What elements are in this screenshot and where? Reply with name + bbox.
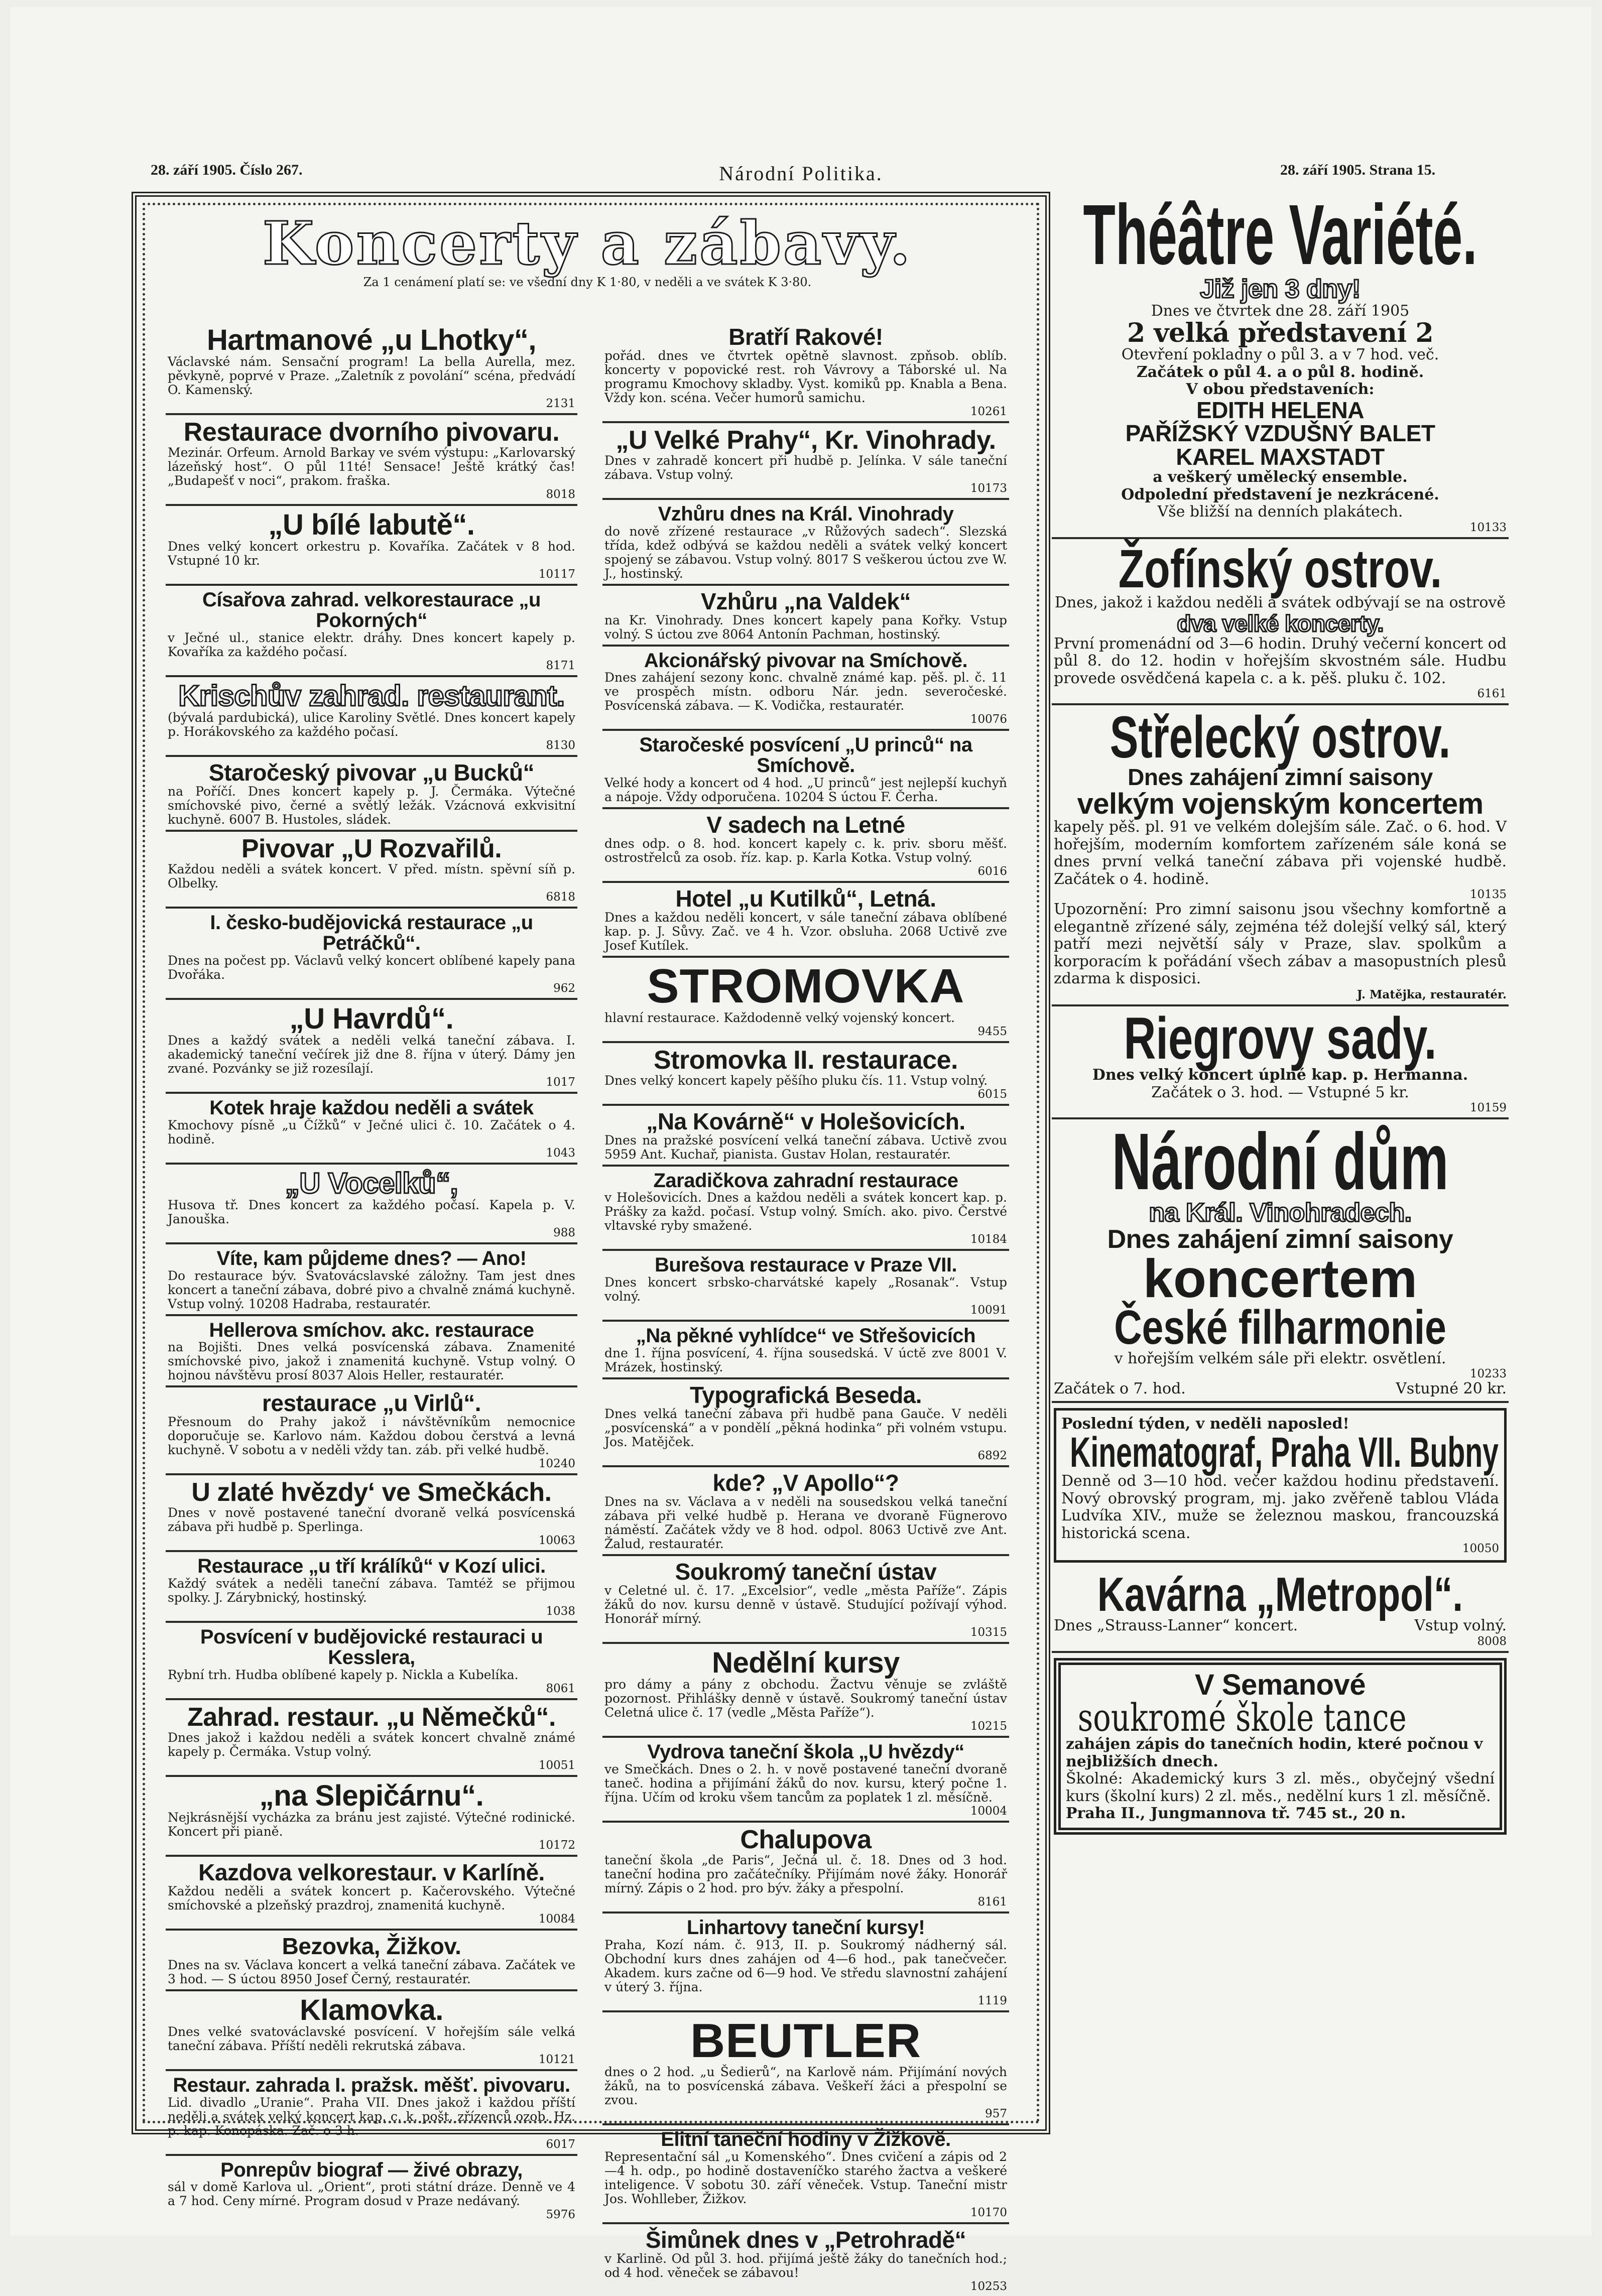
ads-column-right [1052,187,1509,2128]
ad-number: 10063 [538,1534,575,1548]
narodni-title: Národní dům [1112,1116,1449,1207]
ad-number: 10184 [970,1233,1007,1246]
ad-text: taneční škola „de Paris“, Ječná ul. č. 18. Dnes od 3 hod. taneční hodina pro začátečníky. Přijímám nové žáky. Honorář mírný. Zápis o 2 hod. pro býv. žáky a přespolní. [604,1852,1007,1895]
ad-text: Husova tř. Dnes koncert za každého počasí. Kapela p. V. Janouška. [168,1197,575,1226]
ad-number: 988 [553,1226,575,1239]
ads-column-2 [602,321,1009,2293]
ad-text: ve Smečkách. Dnes o 2. h. v nově postavené taneční dvoraně taneč. hodina a přijímání žáků do nov. kursu, který počne 1. října. Učím od kroku všem tancům za poplatek 1 zl. měsíčně. [604,1761,1007,1805]
ad-text: dne 1. října posvícení, 4. října sousedská. V úctě zve 8001 V. Mrázek, hostinský. [604,1346,1007,1375]
ad-heading: Bratří Rakové! [728,324,883,350]
ad-heading: Soukromý taneční ústav [675,1558,937,1585]
ad-number: 10076 [970,713,1007,726]
section-title: Koncerty a zábavy. [262,208,913,278]
ad-text: dnes o 2 hod. „u Šedierů“, na Karlově nám. Přijímání nových žáků, na to posvícenská zábava. Veškeří žáci a přespolní se zvou. [604,2065,1007,2108]
ad-number: 957 [985,2107,1007,2121]
ad-heading: Zaradičkova zahradní restaurace [653,1169,958,1192]
ad-text: na Poříčí. Dnes koncert kapely p. J. Čermáka. Výtečné smíchovské pivo, černé a světlý ležák. Vzácnová exkvisitní kuchyně. 6007 B. Hustoles, sládek. [168,784,575,827]
ad-block [166,1387,577,1475]
ad-text: Přesnoum do Prahy jakož i návštěvníkům nemocnice doporučuje se. Karlovo nám. Každou dobou čerstvá a levná kuchyně. V sobotu a v neděli vždy tan. záb. při velké hudbě. [168,1415,575,1458]
ad-heading: „na Slepičárnu“. [259,1779,484,1812]
narodni-footer [1054,1380,1507,1398]
ad-block [602,958,1009,1043]
ad-heading: Akcionářský pivovar na Smíchově. [644,649,968,672]
ad-block [602,883,1009,958]
ad-number: 6015 [977,1087,1007,1101]
ad-number: 6818 [546,890,575,904]
variete-performances: 2 velká představení 2 [1127,318,1433,349]
ad-number: 10121 [538,2053,575,2066]
ad-text: Do restaurace býv. Svatovácslavské záložny. Tam jest dnes koncert a taneční zábava, dobré pivo a chvalně známá kuchyně. Vstup volný. 10208 Hadraba, restauratér. [168,1268,575,1311]
ad-text: Dnes v nově postavené taneční dvoraně velká posvícenská zábava při hudbě p. Sperlinga. [168,1505,575,1535]
riegrovy-start: Začátek o 3. hod. — Vstupné 5 kr. [1151,1083,1409,1101]
ad-block [602,647,1009,731]
ad-block [602,1556,1009,1644]
ad-text: Kmochovy písně „u Čížků“ v Ječné ulici č. 10. Začátek o 4. hodině. [168,1117,575,1146]
ad-text: na Bojišti. Dnes velká posvícenská zábava. Znamenité smíchovské pivo, jakož i znamenitá kuchyně. Vstup volný. O hojnou návštěvu prosí 8037 Alois Heller, restauratér. [168,1340,575,1383]
ad-heading: Krischův zahrad. restaurant. [178,679,565,712]
variete-edith-helena: EDITH HELENA [1196,397,1364,423]
zofin-text: Dnes, jakož i každou neděli a svátek odbývají se na ostrově [1054,594,1506,612]
ad-number: 10117 [538,568,575,581]
ad-block [602,1644,1009,1738]
semanove-school: soukromé škole tance [1077,1695,1407,1740]
ad-block [602,321,1009,423]
ad-number: 2131 [546,397,575,411]
header-masthead: Národní Politika. [719,162,883,185]
ad-number: 5976 [546,2208,575,2222]
ad-heading: Vydrova taneční škola „U hvězdy“ [647,1740,964,1763]
ad-block [166,1552,577,1623]
ad-metropol [1052,1568,1509,1653]
riegrovy-title: Riegrovy sady. [1124,1005,1437,1072]
ad-block [602,586,1009,647]
narodni-location: na Král. Vinohradech. [1149,1198,1412,1228]
ad-text: Praha, Kozí nám. č. 913, II. p. Soukromý nádherný sál. Obchodní kurs dnes zahájen od 4—6 hod., pak tanečvečer. Akadem. kurs začne od 6—9 hod. Ve středu slavnostní zahájení v úterý 3. října. [604,1937,1007,1994]
ad-strelecky [1052,705,1509,1006]
ad-text: Representační sál „u Komenského“. Dnes cvičení a zápis od 2—4 h. odp., po hodině dostaveníčko starého žactva a veškeré inteligence. V sobotu 30. září věneček. Vstup. Taneční mistr Jos. Wohlleber, Žižkov. [604,2149,1007,2207]
strelecky-notice: Upozornění: Pro zimní saisonu jsou všechny komfortně a elegantně zřízené sály, zejména též dolejší velký sál, který patří mezi největší sály v Praze, slav. spolkům a korporacím k pořádání všech zábav a masopustních plesů zdarma k disposici. [1054,901,1507,988]
ad-heading: V sadech na Letné [706,812,905,838]
ad-text: Dnes a každý svátek a neděli velká taneční zábava. I. akademický taneční večírek již dne 8. října v úterý. Dámy jen zvané. Pozvánky se již rozesílají. [168,1033,575,1076]
kinemat-title: Kinematograf, Praha VII. Bubny [1070,1429,1499,1476]
ad-block [602,1823,1009,1914]
ad-number: 962 [553,981,575,995]
ad-block [602,1738,1009,1823]
ad-block [166,1991,577,2071]
variete-more-info: Vše bližší na denních plakátech. [1157,503,1403,521]
variete-ballet: PAŘÍŽSKÝ VZDUŠNÝ BALET [1125,420,1435,447]
ad-heading: Víte, kam půjdeme dnes? — Ano! [216,1247,527,1269]
ad-heading: Burešova restaurace v Praze VII. [654,1254,957,1277]
ad-text: Václavské nám. Sensační program! La bella Aurella, mez. pěvkyně, poprvé v Praze. „Zaletník z povolání“ scéna, předvádí O. Kamenský. [168,354,575,398]
narodni-hall: v hořejším velkém sále při elektr. osvětlení. [1114,1349,1446,1367]
ad-heading: Chalupova [740,1825,872,1854]
ad-block [166,832,577,909]
ad-heading: Vzhůru dnes na Král. Vinohrady [658,502,954,525]
ad-block [166,1000,577,1094]
ad-text: v Ječné ul., stanice elektr. dráhy. Dnes koncert kapely p. Kovaříka za každého počasí. [168,630,575,659]
ad-text: Dnes zahájení sezony konc. chvalně známé kap. pěš. pl. č. 11 ve prospěch místn. odboru Nár. jedn. severočeské. Posvícenská zábava. — K. Vodička, restauratér. [604,670,1007,713]
header-date-left: 28. září 1905. Číslo 267. [151,162,303,178]
ad-heading: I. česko-budějovická restaurace „u Petráčků“. [210,912,533,954]
ad-heading: Stromovka II. restaurace. [653,1045,958,1075]
ad-text: Mezinár. Orfeum. Arnold Barkay ve svém výstupu: „Karlovarský lázeňský host“. O půl 11té! Sensace! Ještě krátký čas! „Budapešť v noci“, prakom. fraška. [168,445,575,488]
ad-text: Dnes koncert srbsko-charvátské kapely „Rosanak“. Vstup volný. [604,1275,1007,1304]
ad-heading: Staročeské posvícení „U princů“ na Smíchově. [639,734,972,777]
semanove-fees: Školné: Akademický kurs 3 zl. měs., obyčejný všední kurs (školní kurs) 2 zl. měs., nedělní kurs 1 zl. měsíčně. [1066,1770,1495,1805]
ad-block [166,1094,577,1165]
ad-block [166,1700,577,1777]
ad-block [602,2224,1009,2296]
ad-number: 10135 [1469,888,1507,902]
ad-block [166,1777,577,1857]
ad-block [602,2125,1009,2224]
narodni-start: Začátek o 7. hod. [1054,1380,1186,1398]
ad-text: Dnes na sv. Václava a v neděli na sousedskou velká taneční zábava při velké hudbě p. Herana ve dvoraně Fügnerovo náměstí. Začátek vždy ve 8 hod. odpol. 8063 Uctivě zve Ant. Žalud, restauratér. [604,1494,1007,1551]
metropol-title: Kavárna „Metropol“. [1097,1568,1463,1622]
ads-column-1 [166,321,577,2222]
strelecky-concert: velkým vojenským koncertem [1077,788,1484,821]
ad-heading: Elitní taneční hodiny v Žižkově. [661,2128,951,2151]
ad-semanove [1054,1658,1507,1835]
ad-theatre-variete [1052,187,1509,539]
ad-number: 8018 [546,488,575,501]
ad-block [166,1244,577,1316]
ad-text: v Celetné ul. č. 17. „Excelsior“, vedle „města Paříže“. Zápis žáků do nov. kursu denně v ústavě. Studující požívají výhod. Honorář mírný. [604,1583,1007,1626]
zofin-title: Žofínský ostrov. [1118,538,1442,599]
ad-heading: Staročeský pivovar „u Bucků“ [208,759,535,786]
ad-heading: Kotek hraje každou neděli a svátek [209,1096,534,1119]
ad-block [166,415,577,506]
ad-number: 10261 [970,405,1007,418]
ad-heading: Zahrad. restaur. „u Němečků“. [187,1702,556,1732]
ad-block [602,1379,1009,1467]
ad-heading: „Na pěkné vyhlídce“ ve Střešovicích [636,1325,976,1347]
variete-ensemble: a veškerý umělecký ensemble. [1153,468,1408,486]
ad-number: 10091 [970,1304,1007,1317]
ad-heading: Posvícení v budějovické restauraci u Kesslera, [200,1626,543,1669]
ad-block [166,1931,577,1991]
ad-block [166,321,577,415]
ad-number: 10253 [970,2280,1007,2293]
ad-text: (bývalá pardubická), ulice Karoliny Světlé. Dnes koncert kapely p. Horákovského za každého počasí. [168,710,575,739]
variete-both: V obou představeních: [1186,380,1375,399]
ad-heading: Hartmanové „u Lhotky“, [206,324,537,356]
ad-zofin [1052,539,1509,706]
ad-number: 8161 [977,1895,1007,1908]
variete-afternoon: Odpolední představení je nezkrácené. [1121,485,1439,503]
ad-heading: Restaurace dvorního pivovaru. [183,418,560,447]
ad-number: 10240 [538,1457,575,1471]
ad-number: 6161 [1477,687,1507,701]
ad-heading: Linhartovy taneční kursy! [686,1916,925,1939]
ad-block [166,1623,577,1700]
ad-heading: Pivovar „U Rozvařilů. [241,834,502,863]
left-section-heading [151,208,1024,290]
ad-block [602,731,1009,809]
semanove-address: Praha II., Jungmannova tř. 745 st., 20 n. [1066,1805,1406,1823]
ad-block [602,1467,1009,1556]
ad-text: Dnes velké svatováclavské posvícení. V hořejším sále velká taneční zábava. Příští neděli rekrutská zábava. [168,2024,575,2053]
ad-heading: Nedělní kursy [712,1646,900,1679]
ad-text: Dnes v zahradě koncert při hudbě p. Jelínka. V sále taneční zábava. Vstup volný. [604,453,1007,482]
ad-number: 10215 [970,1719,1007,1733]
ad-text: Dnes a každou neděli koncert, v sále taneční zábava oblíbené kap. p. J. Sůvy. Zač. ve 4 h. Vzor. obsluha. 2068 Uctivě zve Josef Kutílek. [604,910,1007,953]
narodni-season: Dnes zahájení zimní saisony [1107,1225,1453,1254]
ad-block [602,1106,1009,1167]
ad-heading: Bezovka, Žižkov. [282,1933,461,1959]
variete-start: Začátek o půl 4. a o půl 8. hodině. [1136,363,1424,381]
variete-box-office: Otevření pokladny o půl 3. a v 7 hod. več. [1121,346,1439,364]
ad-heading: Vzhůru „na Valdek“ [701,588,911,614]
ad-text: Nejkrásnější vycházka za bránu jest zajisté. Výtečné rodinické. Koncert při pianě. [168,1810,575,1839]
ad-text: v Karlině. Od půl 3. hod. přijímá ještě žáky do tanečních hod.; od 4 hod. věneček se zábavou! [604,2251,1007,2280]
ad-text: dnes odp. o 8. hod. koncert kapely c. k. priv. sboru měšť. ostrostřelců za osob. říz. kap. p. Karla Kotka. Vstup volný. [604,836,1007,865]
ad-text: Dnes na pražské posvícení velká taneční zábava. Uctivě zvou 5959 Ant. Kuchař, pianista. Gustav Holan, restauratér. [604,1132,1007,1162]
semanove-title: V Semanové [1195,1668,1366,1701]
metropol-concert: Dnes „Strauss-Lanner“ koncert. [1054,1617,1298,1635]
ad-number: 9455 [977,1025,1007,1038]
ad-block [602,1251,1009,1322]
ad-text: Lid. divadlo „Uranie“. Praha VII. Dnes jakož i každou příští neděli a svátek velký koncert kap. c. k. pošt. zřízenců ozob. Hz. p. kap. Konopáska. Zač. o 3 h. [168,2095,575,2138]
ad-number: 1017 [546,1075,575,1089]
ad-heading: „U bílé labutě“. [268,508,475,542]
ad-text: Dnes velký koncert kapely pěšího pluku čís. 11. Vstup volný. [604,1073,988,1088]
section-pricing-note: Za 1 cenámení platí se: ve všední dny K 1·80, v neděli a ve svátek K 3·80. [363,275,812,290]
ad-number: 6017 [546,2137,575,2151]
ad-number: 8061 [546,1682,575,1695]
ad-block [166,677,577,757]
ad-text: Dnes na počest pp. Václavů velký koncert oblíbené kapely pana Dvořáka. [168,953,575,982]
ad-heading: U zlaté hvězdy‘ ve Smečkách. [191,1478,552,1507]
variete-maxstadt: KAREL MAXSTADT [1176,444,1385,470]
ad-text: Dnes velký koncert orkestru p. Kovaříka. Začátek v 8 hod. Vstupné 10 kr. [168,539,575,568]
ad-number: 1119 [977,1994,1007,2007]
ad-number: 6016 [977,864,1007,878]
ad-block [602,1322,1009,1379]
ad-block [166,1165,577,1244]
ad-number: 10084 [538,1912,575,1926]
ad-block [602,2012,1009,2126]
ad-text: Dnes na sv. Václava koncert a velká taneční zábava. Začátek ve 3 hod. — S úctou 8950 Josef Černý, restauratér. [168,1957,575,1986]
ad-number: 10172 [538,1838,575,1852]
ad-text: Každý svátek a neděli taneční zábava. Tamtéž se přijmou spolky. J. Zárybnický, hostinský. [168,1576,575,1605]
ad-heading: STROMOVKA [647,959,965,1013]
ad-block [166,1316,577,1388]
ad-text: sál v domě Karlova ul. „Orient“, proti státní dráze. Denně ve 4 a 7 hod. Ceny mírné. Program dosud v Praze nedávaný. [168,2180,575,2209]
ad-text: Velké hody a koncert od 4 hod. „U princů“ jest nejlepší kuchyň a nápoje. Vždy odporučena. 10204 S úctou F. Čerha. [604,776,1007,805]
zofin-detail: První promenádní od 3—6 hodin. Druhý večerní koncert od půl 8. do 12. hodin v hořejším skvostném sále. Hudbu provede osvědčená kapela c. a k. pěš. pluku č. 102. [1054,634,1507,687]
ad-block [602,500,1009,586]
ad-heading: restaurace „u Virlů“. [262,1390,481,1417]
ad-heading: Šimůnek dnes v „Petrohradě“ [645,2227,966,2253]
ad-block [602,809,1009,883]
kinemat-last-week: Poslední týden, v neděli naposled! [1061,1415,1349,1433]
ad-number: 10233 [1469,1367,1507,1381]
ad-number: 10170 [970,2206,1007,2220]
strelecky-signature: J. Matějka, restauratér. [1357,987,1507,1001]
narodni-philharmonic: České filharmonie [1114,1300,1446,1354]
variete-days-left: Již jen 3 dny! [1200,274,1361,304]
ad-heading: „U Velké Prahy“, Kr. Vinohrady. [615,425,996,455]
ad-text: pořád. dnes ve čtvrtek opětně slavnost. zpňsob. oblíb. koncerty v popovické rest. roh Vávrovy a Táborské ul. Na programu Kmochovy skladby. Vyst. komiků pp. Knabla a Bena. Vždy kon. scéna. Večer humorů samichu. [604,348,1007,405]
ad-block [602,1167,1009,1251]
ad-heading: Klamovka. [300,1993,443,2026]
ad-number: 1043 [546,1146,575,1160]
ad-text: Každou neděli a svátek koncert p. Kačerovského. Výtečné smíchovské a plzeňský prazdroj, znamenitá kuchyně. [168,1883,575,1912]
ad-text: Dnes jakož i každou neděli a svátek koncert chvalně známé kapely p. Čermáka. Vstup volný. [168,1730,575,1759]
ad-text: hlavní restaurace. Každodenně velký vojenský koncert. [604,1010,955,1025]
ad-number: 6892 [977,1449,1007,1462]
riegrovy-concert: Dnes velký koncert úplné kap. p. Hermanna. [1092,1066,1468,1084]
ad-number: 10051 [538,1758,575,1772]
strelecky-title: Střelecký ostrov. [1110,704,1451,771]
ad-number: 8171 [546,659,575,672]
ad-text: v Holešovicích. Dnes a každou neděli a svátek koncert kap. p. Prášky za každ. počasí. Vstup volný. Smích. ako. pivo. Čerstvé vltavské ryby smažené. [604,1190,1007,1233]
ad-heading: kde? „V Apollo“? [712,1469,899,1496]
ad-heading: Restaurace „u tří králíků“ v Kozí ulici. [197,1555,546,1578]
ad-block [602,423,1009,500]
ad-kinematograf [1054,1408,1507,1563]
ad-heading: „U Havrdů“. [289,1002,454,1035]
ad-heading: „Na Kovárně“ v Holešovicích. [646,1108,965,1134]
header-date-right: 28. září 1905. Strana 15. [1280,162,1436,178]
ad-heading: Hotel „u Kutilků“, Letná. [675,885,936,912]
ad-heading: BEUTLER [690,2013,922,2068]
ad-heading: Hellerova smíchov. akc. restaurace [209,1319,534,1341]
variete-title: Théâtre Variété. [1083,187,1477,283]
ad-text: Každou neděli a svátek koncert. V před. místn. spěvní síň p. Olbelky. [168,862,575,891]
ad-number: 10133 [1469,521,1507,534]
ad-heading: Typografická Beseda. [689,1382,922,1409]
ad-number: 10050 [1462,1542,1499,1556]
ad-heading: Kazdova velkorestaur. v Karlíně. [198,1859,545,1885]
ad-text: do nově zřízené restaurace „v Růžových sadech“. Slezská třída, kdež odbývá se každou neděli a svátek velký koncert spojený se zábavou. Vstup volný. 8017 S veškerou úctou zve W. J., hostinský. [604,524,1007,581]
ad-text: Dnes velká taneční zábava při hudbě pana Gauče. V neděli „posvícenská“ a v pondělí „pěkná hodinka“ při volném vstupu. Jos. Matějček. [604,1406,1007,1449]
ad-number: 10315 [970,1625,1007,1639]
ad-heading: Císařova zahrad. velkorestaurace „u Pokorných“ [202,589,541,632]
ad-block [602,1043,1009,1106]
narodni-admission: Vstupné 20 kr. [1396,1380,1507,1398]
ad-block [166,1857,577,1931]
metropol-entry: Vstup volný. [1414,1617,1507,1635]
ad-number: 10173 [970,481,1007,495]
ad-block [166,2156,577,2225]
ad-block [166,1475,577,1552]
ad-number: 10004 [970,1804,1007,1818]
strelecky-season: Dnes zahájení zimní saisony [1128,764,1433,791]
ad-heading: Ponrepův biograf — živé obrazy, [220,2158,523,2181]
ad-block [602,1914,1009,2012]
ad-riegrovy [1052,1006,1509,1119]
ad-text: na Kr. Vinohrady. Dnes koncert kapely pana Kořky. Vstup volný. S úctou zve 8064 Antonín Pachman, hostinský. [604,612,1007,642]
zofin-two-concerts: dva velké koncerty. [1177,610,1384,636]
kinemat-program: Denně od 3—10 hod. večer každou hodinu představení. Nový obrovský program, mj. jako zvěřeně tablou Vláda Ludvíka XIV., muže se železnou maskou, francouzská historická scena. [1061,1472,1499,1542]
ad-block [166,2071,577,2156]
ad-number: 1038 [546,1605,575,1618]
narodni-concert: koncertem [1143,1248,1418,1309]
ad-block [166,757,577,832]
ad-text: Rybní trh. Hudba oblíbené kapely p. Nickla a Kubelíka. [168,1667,519,1682]
ad-heading: Restaur. zahrada I. pražsk. měšť. pivovaru. [173,2074,570,2096]
ad-text: pro dámy a pány z obchodu. Žactvu věnuje se zvláště pozornost. Přihlášky denně v ústavě. Soukromý taneční ústav Celetná ulice č. 17 (vedle „Města Paříže“). [604,1677,1007,1720]
semanove-enroll: zahájen zápis do tanečních hodin, které počnou v nejbližších dnech. [1066,1735,1483,1770]
ad-number: 8130 [546,739,575,752]
ad-number: 8008 [1477,1634,1507,1648]
ad-block [166,506,577,586]
ad-narodni-dum [1052,1116,1509,1403]
ad-block [166,909,577,1000]
variete-date: Dnes ve čtvrtek dne 28. září 1905 [1151,302,1410,320]
ad-number: 10159 [1469,1101,1507,1115]
ad-block [166,586,577,677]
ad-heading: „U Vocelků“, [285,1167,458,1200]
strelecky-detail: kapely pěš. pl. 91 ve velkém dolejším sále. Zač. o 6. hod. V hořejším, moderním komfortem zařízeném sále koná se dnes první velká taneční zábava při vojenské hudbě. Začátek o 4. hodině. [1054,818,1507,888]
